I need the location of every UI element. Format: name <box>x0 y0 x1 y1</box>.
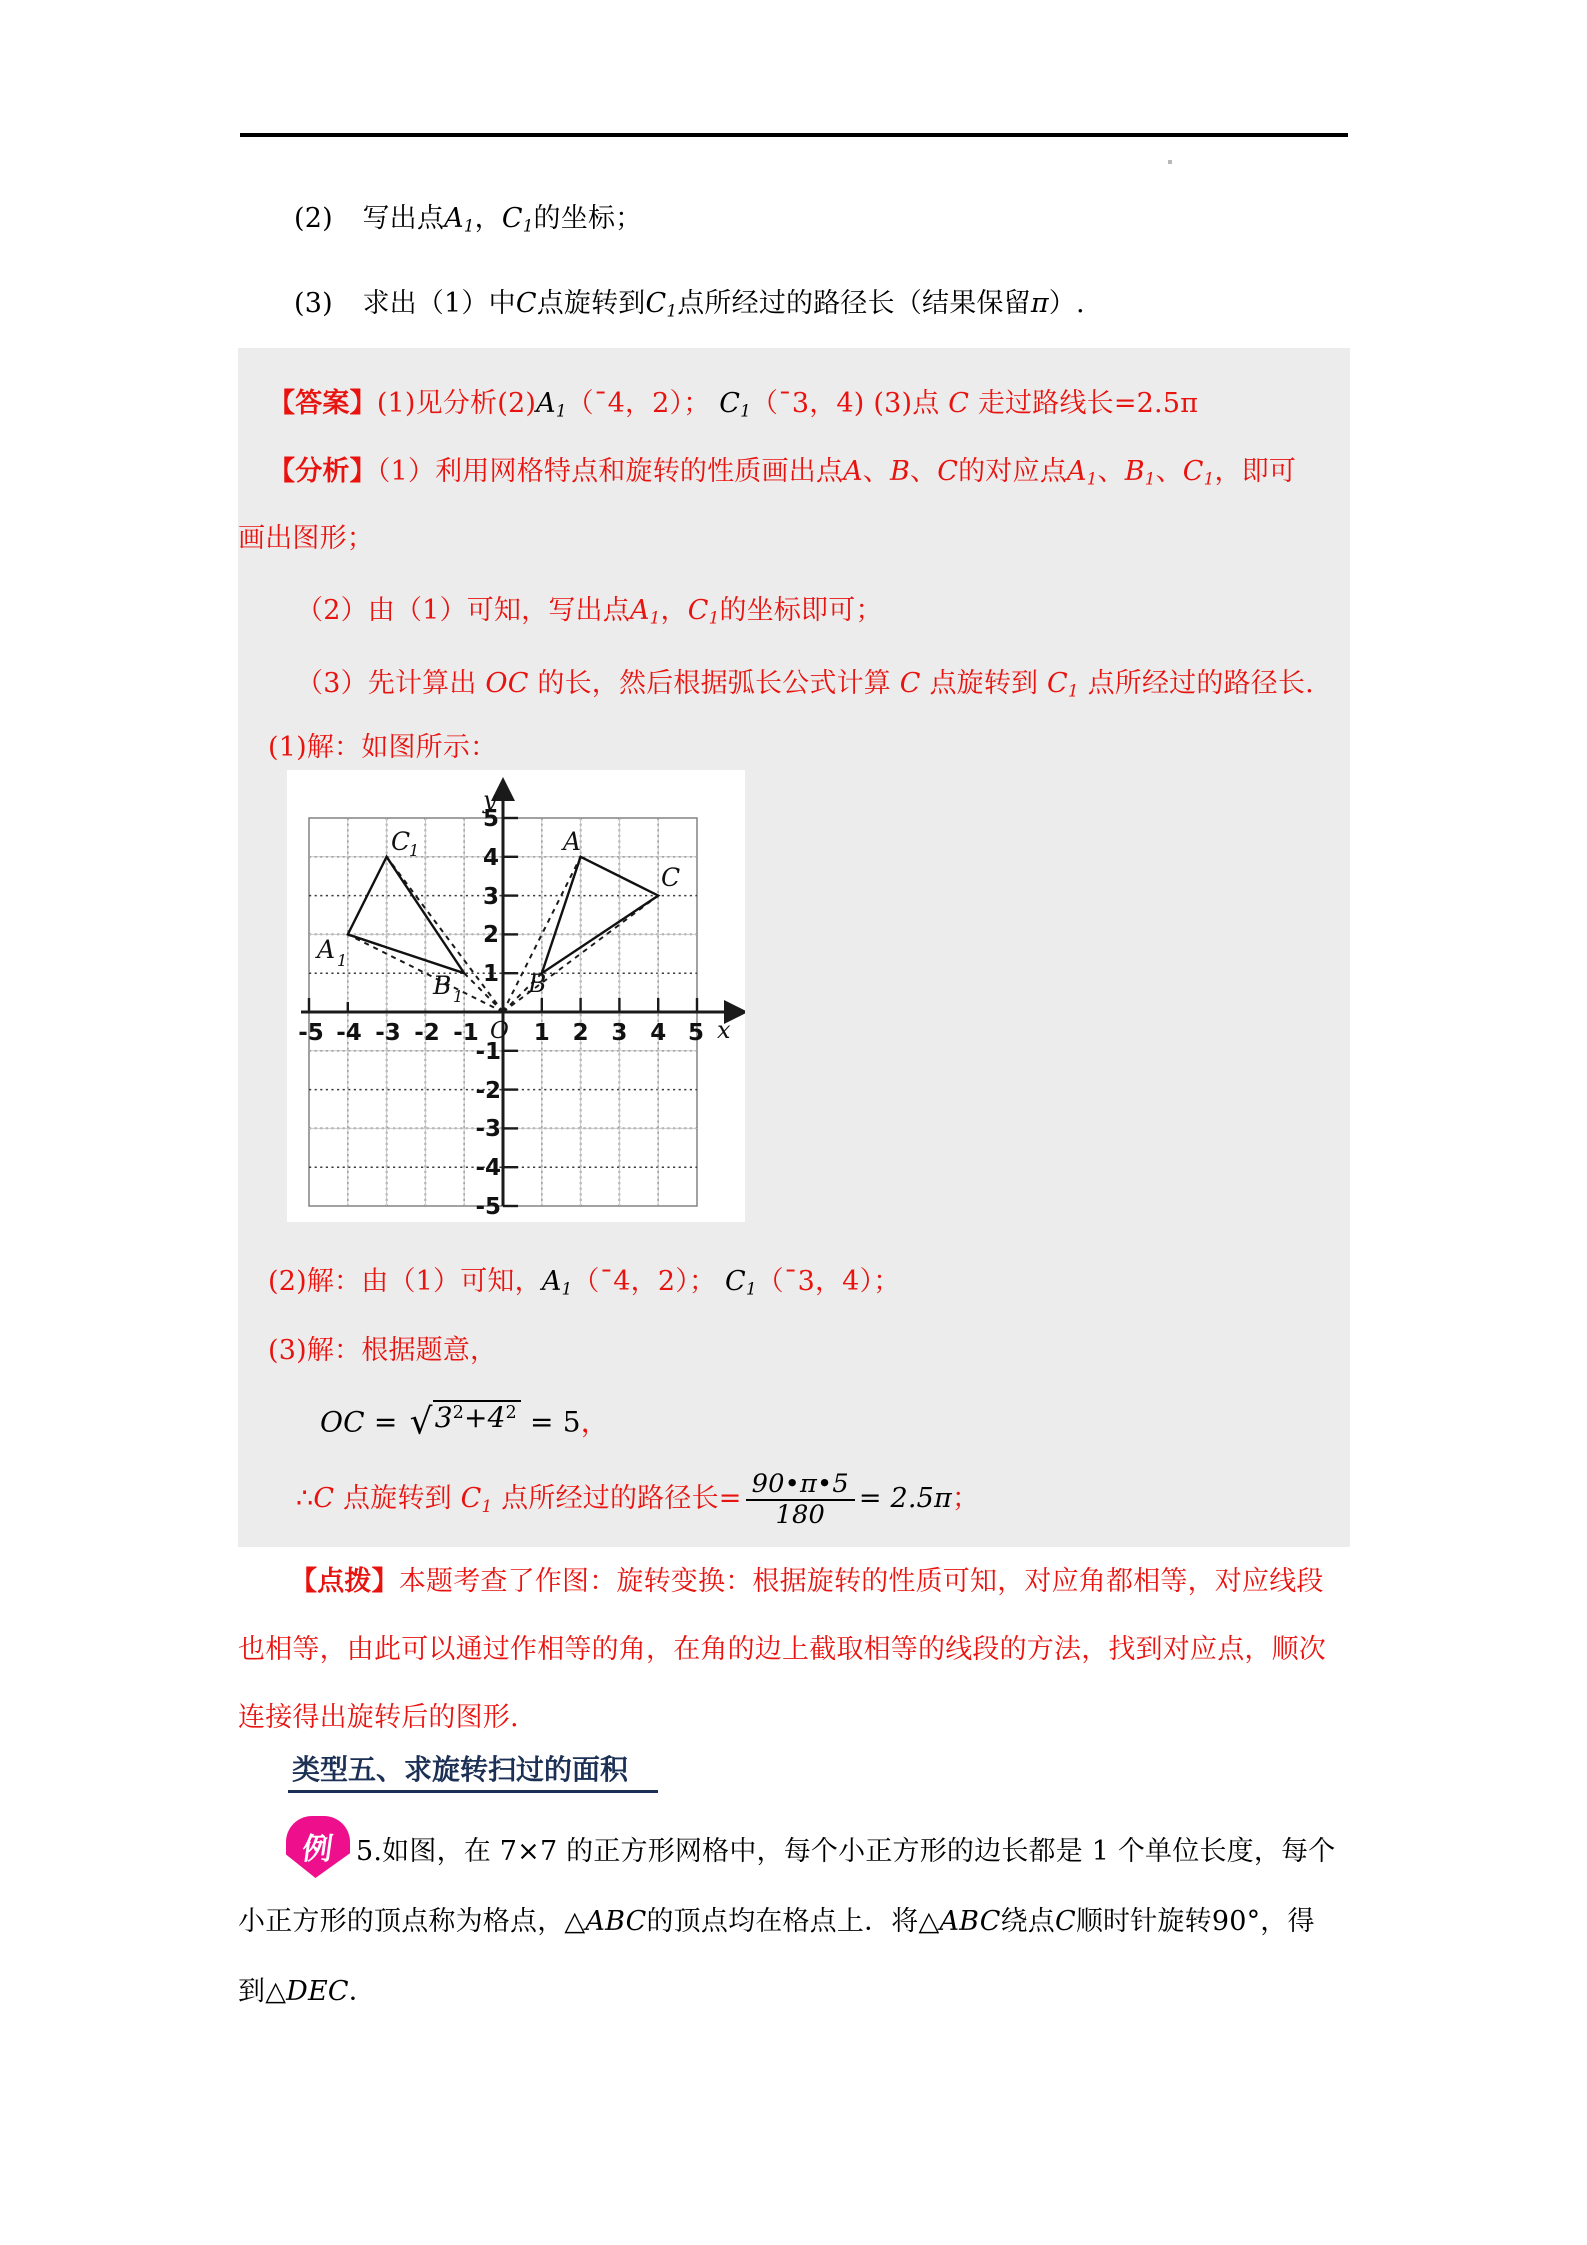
analysis-var-C: C <box>937 456 959 487</box>
example-badge <box>286 1816 350 1878</box>
problem-5-line2-b: 的顶点均在格点上．将 <box>646 1906 919 1937</box>
question-2-comma: ， <box>474 203 502 234</box>
problem-5-line2-d: 顺时针旋转90°，得 <box>1075 1906 1315 1937</box>
answer-var-C: C <box>719 388 741 419</box>
svg-text:1: 1 <box>409 841 420 860</box>
formula-oc-result: = 5 <box>530 1405 581 1439</box>
svg-text:3: 3 <box>611 1020 628 1046</box>
analysis-var-A: A <box>843 456 863 487</box>
formula-arc-numerator: 90•π•5 <box>751 1469 849 1499</box>
analysis-line1-a: （1）利用网格特点和旋转的性质画出点 <box>376 456 844 487</box>
answer-var-A-sub: 1 <box>555 400 567 421</box>
svg-text:1: 1 <box>337 951 348 970</box>
var-C1-q3-subscript: 1 <box>666 300 678 321</box>
formula-oc-b: 4 <box>487 1401 506 1434</box>
svg-text:-4: -4 <box>336 1020 362 1046</box>
formula-arc-b: 点所经过的路径长= <box>501 1483 742 1515</box>
svg-text:-3: -3 <box>375 1020 401 1046</box>
svg-text:-2: -2 <box>414 1020 440 1046</box>
problem-5-line1-text: 如图，在 7×7 的正方形网格中，每个小正方形的边长都是 1 个单位长度，每个 <box>382 1836 1336 1867</box>
example-badge-glyph: 例 <box>300 1832 335 1867</box>
problem-5-line2-a: 小正方形的顶点称为格点， <box>238 1906 565 1937</box>
answer-coord-A: （ˉ4，2）； <box>566 388 711 419</box>
svg-text:2: 2 <box>482 922 499 948</box>
analysis-var-B: B <box>890 456 911 487</box>
question-2 <box>294 205 642 234</box>
analysis-l3-var-C: C <box>687 595 709 626</box>
question-3-text-a: 求出（1）中 <box>362 288 516 319</box>
solution-2-var-C-sub: 1 <box>745 1278 757 1299</box>
analysis-sep-3: 、 <box>1097 456 1125 487</box>
formula-oc <box>320 1400 609 1443</box>
analysis-line1-b: 的对应点 <box>958 456 1067 487</box>
formula-oc-b-exp: 2 <box>505 1402 517 1423</box>
svg-text:-4: -4 <box>475 1155 501 1181</box>
answer-var-A: A <box>536 388 556 419</box>
header-rule <box>240 133 1348 137</box>
var-C1-q3: C <box>645 288 667 319</box>
question-3 <box>294 290 1085 319</box>
question-2-text-b: 的坐标； <box>533 203 643 234</box>
problem-5-number: 5. <box>356 1836 383 1867</box>
analysis-line-1 <box>268 458 1296 487</box>
tip-line-2: 也相等，由此可以通过作相等的角，在角的边上截取相等的线段的方法，找到对应点，顺次 <box>238 1634 1326 1665</box>
formula-arc-result: = 2.5π <box>858 1483 952 1515</box>
answer-coord-C: （ˉ3，4) <box>750 388 865 419</box>
coordinate-plane-svg <box>287 770 745 1222</box>
svg-text:-1: -1 <box>475 1039 501 1065</box>
header-mark <box>1168 160 1172 164</box>
analysis-OC: OC <box>485 668 529 699</box>
formula-arc-line <box>296 1470 979 1529</box>
tip-label: 【点拨】 <box>290 1566 399 1597</box>
svg-text:1: 1 <box>453 987 464 1006</box>
tip-line-1 <box>290 1568 1324 1595</box>
question-3-text-b: 点旋转到 <box>536 288 646 319</box>
analysis-var-B1: B <box>1124 456 1145 487</box>
problem-5-line-3 <box>238 1978 376 2005</box>
formula-arc-C1-sub: 1 <box>481 1495 493 1516</box>
problem-5-line3-b: ． <box>348 1976 376 2007</box>
var-A: A <box>444 203 464 234</box>
solution-1-label: (1)解：如图所示： <box>268 732 498 763</box>
formula-oc-comma: ， <box>580 1405 609 1439</box>
label-B1: B <box>433 971 452 1000</box>
therefore-symbol: ∴ <box>296 1483 314 1515</box>
answer-part3: (3)点 <box>873 388 940 419</box>
tip-line1-text: 本题考查了作图：旋转变换：根据旋转的性质可知，对应角都相等，对应线段 <box>398 1566 1324 1597</box>
analysis-line4-c: 点旋转到 <box>929 668 1039 699</box>
formula-oc-a: 3 <box>434 1401 453 1434</box>
analysis-var-C1-sub: 1 <box>1203 468 1215 489</box>
analysis-line4-d: 点所经过的路径长. <box>1087 668 1314 699</box>
formula-arc-semicolon: ； <box>951 1483 980 1515</box>
analysis-line1-c: ，即可 <box>1214 456 1297 487</box>
formula-arc-fraction <box>746 1470 855 1529</box>
answer-var-C2: C <box>948 388 970 419</box>
formula-oc-label: OC <box>320 1405 365 1439</box>
analysis-var-B1-sub: 1 <box>1144 468 1156 489</box>
svg-text:-5: -5 <box>298 1020 324 1046</box>
answer-part1: (1)见分析(2) <box>376 388 537 419</box>
solution-2-coord-A: （ˉ4，2）； <box>572 1266 717 1297</box>
section-heading: 类型五、求旋转扫过的面积 <box>292 1753 629 1786</box>
analysis-label: 【分析】 <box>268 456 377 487</box>
label-C1: C <box>391 827 411 856</box>
solution-2-var-A-sub: 1 <box>561 1278 573 1299</box>
svg-text:-3: -3 <box>475 1116 501 1142</box>
svg-text:-1: -1 <box>453 1020 479 1046</box>
label-A1: A <box>317 935 336 964</box>
formula-arc-a: 点旋转到 <box>343 1483 452 1515</box>
tip-line-3: 连接得出旋转后的图形. <box>238 1702 519 1733</box>
question-3-text-d: ）. <box>1048 288 1085 319</box>
question-3-text-c: 点所经过的路径长（结果保留 <box>677 288 1031 319</box>
var-A-subscript: 1 <box>463 215 475 236</box>
answer-label: 【答案】 <box>268 388 377 419</box>
formula-oc-plus: + <box>463 1401 488 1434</box>
svg-text:4: 4 <box>650 1020 667 1046</box>
pi-symbol: π <box>1030 288 1049 319</box>
svg-text:4: 4 <box>482 845 499 871</box>
svg-text:3: 3 <box>482 884 499 910</box>
analysis-l3-var-A-sub: 1 <box>649 607 661 628</box>
var-C-q3: C <box>515 288 537 319</box>
problem-5-line-1 <box>356 1838 1335 1865</box>
var-C: C <box>501 203 523 234</box>
analysis-line-4 <box>296 670 1314 699</box>
solution-2-line <box>268 1268 900 1297</box>
analysis-line3-a: （2）由（1）可知，写出点 <box>296 595 630 626</box>
analysis-l3-var-C-sub: 1 <box>708 607 720 628</box>
formula-arc-denominator: 180 <box>746 1499 855 1530</box>
coordinate-figure <box>287 770 745 1222</box>
analysis-var-C1: C <box>1182 456 1204 487</box>
svg-text:1: 1 <box>482 961 499 987</box>
formula-oc-eq: = <box>373 1405 398 1439</box>
solution-3-line: (3)解：根据题意， <box>268 1335 498 1366</box>
svg-text:1: 1 <box>533 1020 550 1046</box>
formula-arc-C: C <box>313 1483 335 1515</box>
origin-label: O <box>490 1018 509 1044</box>
triangle-dec-ref: △DEC <box>265 1976 349 2007</box>
analysis-sep-1: 、 <box>862 456 890 487</box>
analysis-line4-a: （3）先计算出 <box>296 668 477 699</box>
label-B: B <box>528 969 547 998</box>
analysis-var-A1: A <box>1066 456 1087 487</box>
var-C-subscript: 1 <box>522 215 534 236</box>
triangle-abc-ref-1: △ABC <box>564 1906 647 1937</box>
answer-var-C-sub: 1 <box>740 400 751 421</box>
question-2-number: (2) <box>294 203 333 234</box>
question-3-number: (3) <box>294 288 333 319</box>
analysis-var-A1-sub: 1 <box>1086 468 1098 489</box>
y-axis-label: y <box>483 786 497 814</box>
analysis-l3-var-A: A <box>629 595 650 626</box>
analysis-line4-b: 的长，然后根据弧长公式计算 <box>537 668 891 699</box>
formula-oc-radical: $√3^2+4^2$ <box>407 1400 521 1440</box>
solution-2-a: (2)解：由（1）可知， <box>268 1266 542 1297</box>
question-2-text-a: 写出点 <box>362 203 445 234</box>
solution-2-var-A: A <box>541 1266 562 1297</box>
analysis-l4-var-C: C <box>899 668 921 699</box>
problem-5-line2-c: 绕点 <box>1000 1906 1055 1937</box>
analysis-line-2: 画出图形； <box>238 523 374 554</box>
analysis-line-3 <box>296 597 883 626</box>
svg-text:2: 2 <box>572 1020 589 1046</box>
analysis-sep-4: 、 <box>1155 456 1183 487</box>
problem-5-var-C: C <box>1054 1906 1076 1937</box>
problem-5-line3-a: 到 <box>238 1976 266 2007</box>
solution-2-var-C: C <box>724 1266 746 1297</box>
svg-text:5: 5 <box>687 1020 705 1046</box>
triangle-abc-ref-2: △ABC <box>918 1906 1001 1937</box>
analysis-line3-b: 的坐标即可； <box>719 595 883 626</box>
answer-line <box>268 390 1198 419</box>
svg-text:5: 5 <box>482 806 499 832</box>
answer-part3-tail: 走过路线长=2.5π <box>977 388 1199 419</box>
svg-text:-2: -2 <box>475 1078 501 1104</box>
analysis-sep-2: 、 <box>910 456 938 487</box>
x-axis-label: x <box>717 1016 731 1044</box>
formula-arc-C1: C <box>460 1483 482 1515</box>
problem-5-line-2 <box>238 1908 1315 1935</box>
analysis-l4-var-C1-sub: 1 <box>1067 680 1079 701</box>
formula-oc-a-exp: 2 <box>452 1402 464 1423</box>
section-heading-underline <box>288 1790 658 1793</box>
svg-text:-5: -5 <box>475 1194 501 1220</box>
label-A: A <box>563 827 582 856</box>
analysis-l4-var-C1: C <box>1047 668 1068 699</box>
label-C: C <box>661 863 681 892</box>
analysis-l3-comma: ， <box>660 595 688 626</box>
solution-2-coord-C: （ˉ3，4）； <box>756 1266 901 1297</box>
